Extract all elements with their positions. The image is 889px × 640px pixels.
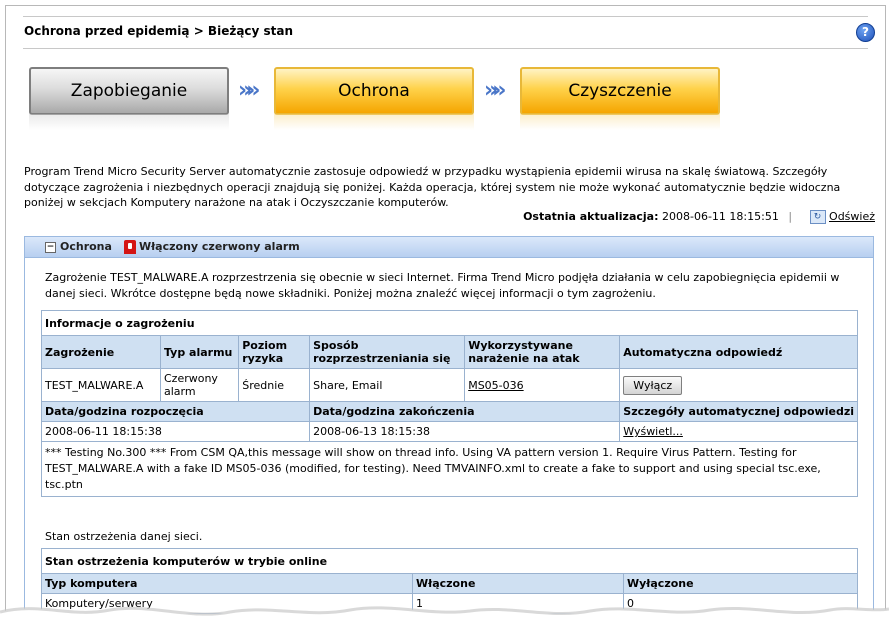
panel-title: Ochrona	[60, 240, 112, 253]
spread-method: Share, Email	[310, 369, 465, 402]
enabled-count: 1	[413, 594, 624, 614]
step-protection[interactable]: Ochrona	[274, 67, 474, 115]
last-update	[523, 210, 875, 224]
refresh-icon[interactable]: ↻	[810, 210, 826, 224]
column-header: Typ alarmu	[160, 336, 238, 369]
threat-info-table	[41, 310, 858, 497]
disable-button[interactable]: Wyłącz	[623, 376, 682, 395]
step-reflection	[274, 114, 474, 130]
vulnerability-link[interactable]: MS05-036	[468, 378, 524, 392]
disabled-count: 0	[624, 594, 858, 614]
separator: |	[788, 210, 793, 223]
column-header: Data/godzina zakończenia	[310, 402, 620, 422]
double-chevron-icon: »»	[484, 78, 501, 103]
page-title: Ochrona przed epidemią > Bieżący stan	[24, 24, 294, 38]
double-chevron-icon: »»	[238, 78, 255, 103]
network-status-label: Stan ostrzeżenia danej sieci.	[45, 530, 203, 543]
last-update-value: 2008-06-11 18:15:51	[661, 210, 779, 223]
main-frame	[5, 5, 886, 637]
threat-name: TEST_MALWARE.A	[42, 369, 161, 402]
column-header: Szczegóły automatycznej odpowiedzi	[620, 402, 858, 422]
refresh-link[interactable]: Odśwież	[829, 210, 875, 223]
alarm-label: Włączony czerwony alarm	[138, 240, 300, 253]
alarm-type: Czerwony alarm	[160, 369, 238, 402]
step-prevention[interactable]: Zapobieganie	[29, 67, 229, 115]
column-header: Zagrożenie	[42, 336, 161, 369]
step-reflection	[520, 114, 720, 130]
view-details-link[interactable]: Wyświetl...	[623, 425, 683, 438]
protection-panel	[24, 236, 874, 637]
red-alarm-icon	[124, 240, 136, 254]
intro-text: Program Trend Micro Security Server automatycznie zastosuje odpowiedź w przypadku wystąpienia epidemii wirusa na skalę światową. Szczegóły dotyczące zagrożenia i niezbędnych operacji znajdują się poniżej. Każda operacja, której system nie może wykonać automatycznie będzie widoczna poniżej w sekcjach Komputery narażone na atak i Oczyszczanie komputerów.	[24, 165, 841, 209]
panel-header	[25, 237, 873, 258]
end-time: 2008-06-13 18:15:38	[310, 422, 620, 442]
start-time: 2008-06-11 18:15:38	[42, 422, 310, 442]
step-reflection	[29, 114, 229, 130]
column-header: Wykorzystywane narażenie na atak	[465, 336, 620, 369]
column-header: Włączone	[413, 574, 624, 594]
column-header: Poziom ryzyka	[239, 336, 310, 369]
risk-level: Średnie	[239, 369, 310, 402]
column-header: Data/godzina rozpoczęcia	[42, 402, 310, 422]
threat-info-heading: Informacje o zagrożeniu	[42, 311, 858, 336]
network-status-heading: Stan ostrzeżenia komputerów w trybie online	[42, 549, 858, 574]
collapse-icon[interactable]: −	[46, 241, 55, 252]
step-cleanup[interactable]: Czyszczenie	[520, 67, 720, 115]
title-divider	[23, 48, 868, 49]
torn-edge	[0, 600, 889, 640]
column-header: Typ komputera	[42, 574, 413, 594]
threat-note: *** Testing No.300 *** From CSM QA,this message will show on thread info. Using VA pattern version 1. Require Virus Pattern. Testing for TEST_MALWARE.A with a fake ID MS05-036 (modified, for testing). Need TMVAINFO.xml to create a fake to support and using special tsc.exe, tsc.ptn	[42, 442, 858, 497]
last-update-label: Ostatnia aktualizacja:	[523, 210, 659, 223]
column-header: Wyłączone	[624, 574, 858, 594]
column-header: Automatyczna odpowiedź	[620, 336, 858, 369]
top-divider	[23, 16, 868, 17]
threat-description: Zagrożenie TEST_MALWARE.A rozprzestrzenia się obecnie w sieci Internet. Firma Trend Micro podjęła działania w celu zapobiegnięcia epidemii w danej sieci. Wkrótce dostępne będą nowe składniki. Poniżej można znaleźć więcej informacji o tym zagrożeniu.	[45, 271, 840, 300]
computer-type: Komputery/serwery	[42, 594, 413, 614]
column-header: Sposób rozprzestrzeniania się	[310, 336, 465, 369]
help-icon[interactable]: ?	[856, 23, 875, 42]
